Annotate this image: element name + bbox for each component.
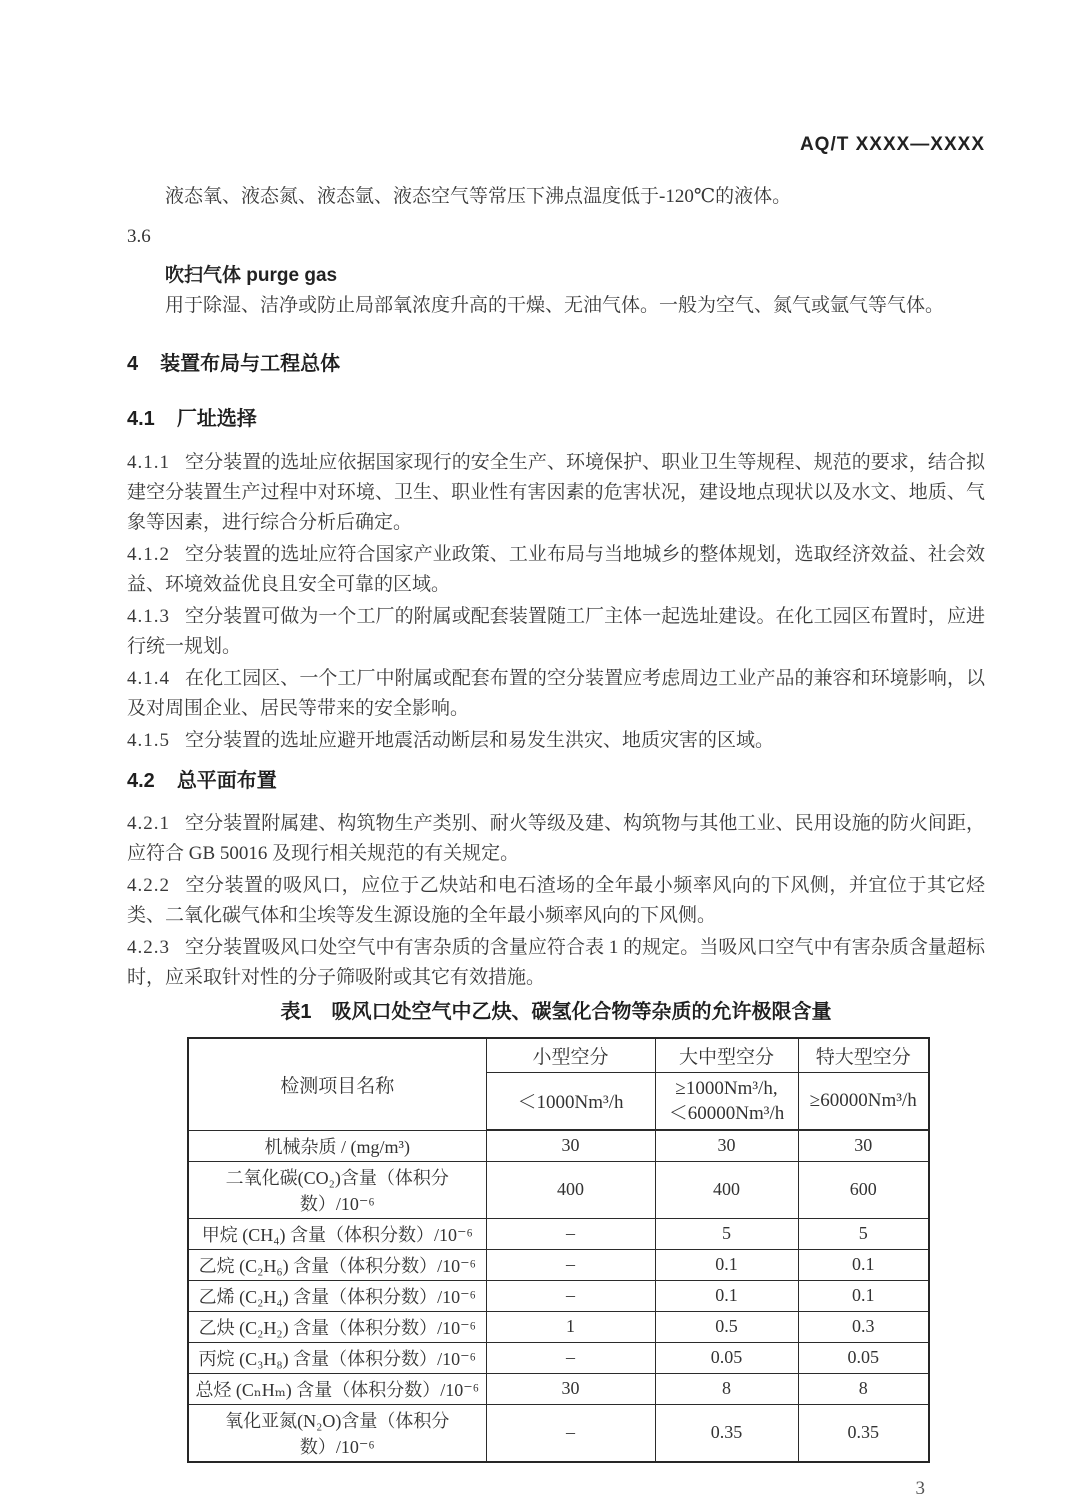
section-4-2-heading: [127, 766, 985, 796]
cell-value: 8: [655, 1373, 798, 1404]
intro-paragraph: 液态氧、液态氮、液态氩、液态空气等常压下沸点温度低于-120℃的液体。: [165, 186, 792, 207]
cell-value: –: [486, 1218, 655, 1249]
clause-text: 空分装置的吸风口，应位于乙炔站和电石渣场的全年最小频率风向的下风侧，并宜位于其它烃类、二氧化碳气体和尘埃等发生源设施的全年最小频率风向的下风侧。: [127, 875, 985, 926]
cell-value: 0.1: [655, 1280, 798, 1311]
row-label: 机械杂质 / (mg/m³): [188, 1130, 486, 1161]
capacity-line-1: ≥1000Nm³/h,: [675, 1077, 778, 1099]
clause-4-2-1: [127, 809, 985, 869]
cell-value: 0.05: [798, 1342, 929, 1373]
cell-value: 30: [655, 1130, 798, 1161]
table-header-row-1: [188, 1038, 929, 1072]
clause-number: 4.2.3: [127, 937, 170, 958]
clause-4-2-3: [127, 933, 985, 993]
cell-value: –: [486, 1249, 655, 1280]
cell-value: 0.35: [655, 1404, 798, 1462]
table-row: [188, 1249, 929, 1280]
cell-value: –: [486, 1280, 655, 1311]
cell-value: –: [486, 1404, 655, 1462]
cell-value: 30: [798, 1130, 929, 1161]
cell-value: 0.3: [798, 1311, 929, 1342]
table-row: [188, 1373, 929, 1404]
clause-4-1-4: [127, 664, 985, 724]
section-4-1-number: 4.1: [127, 408, 155, 430]
cell-value: 0.35: [798, 1404, 929, 1462]
row-label: 总烃 (CₙHₘ) 含量（体积分数）/10⁻⁶: [188, 1373, 486, 1404]
cell-value: 400: [655, 1161, 798, 1218]
cell-value: 0.05: [655, 1342, 798, 1373]
table1-caption: 表1 吸风口处空气中乙炔、碳氢化合物等杂质的允许极限含量: [280, 1001, 832, 1023]
clause-text: 在化工园区、一个工厂中附属或配套布置的空分装置应考虑周边工业产品的兼容和环境影响，以及对周围企业、居民等带来的安全影响。: [127, 668, 985, 719]
section-4-2-title: 总平面布置: [176, 770, 277, 792]
table-row: [188, 1218, 929, 1249]
clause-number: 4.2.2: [127, 875, 170, 896]
section-4-1-title: 厂址选择: [176, 408, 257, 430]
clause-number: 4.1.4: [127, 668, 170, 689]
header-size-xlarge: 特大型空分: [798, 1038, 929, 1072]
impurity-limits-table: [187, 1037, 930, 1463]
row-label: 乙炔 (C₂H₂) 含量（体积分数）/10⁻⁶: [188, 1311, 486, 1342]
cell-value: 5: [655, 1218, 798, 1249]
row-label: 乙烯 (C₂H₄) 含量（体积分数）/10⁻⁶: [188, 1280, 486, 1311]
clause-4-1-1: [127, 448, 985, 538]
header-item-name: 检测项目名称: [188, 1038, 486, 1130]
clause-4-1-5: [127, 726, 985, 756]
clause-number: 4.1.3: [127, 606, 170, 627]
section-4-1-heading: [127, 404, 985, 434]
row-label: 甲烷 (CH₄) 含量（体积分数）/10⁻⁶: [188, 1218, 486, 1249]
clause-4-1-2: [127, 540, 985, 600]
cell-value: 0.1: [655, 1249, 798, 1280]
cell-value: 8: [798, 1373, 929, 1404]
clause-number: 4.1.2: [127, 544, 170, 565]
doc-code: AQ/T XXXX—XXXX: [799, 134, 985, 155]
header-size-medium: 大中型空分: [655, 1038, 798, 1072]
cell-value: –: [486, 1342, 655, 1373]
section-4-2-number: 4.2: [127, 770, 155, 792]
page-number: 3: [915, 1477, 925, 1499]
header-capacity-small: ＜1000Nm³/h: [486, 1072, 655, 1130]
clause-text: 空分装置吸风口处空气中有害杂质的含量应符合表 1 的规定。当吸风口空气中有害杂质含量超标时，应采取针对性的分子筛吸附或其它有效措施。: [127, 937, 985, 988]
clause-4-1-3: [127, 602, 985, 662]
cell-value: 600: [798, 1161, 929, 1218]
header-capacity-xlarge: ≥60000Nm³/h: [798, 1072, 929, 1130]
cell-value: 30: [486, 1130, 655, 1161]
table-row: [188, 1311, 929, 1342]
row-label: 乙烷 (C₂H₆) 含量（体积分数）/10⁻⁶: [188, 1249, 486, 1280]
clause-text: 空分装置附属建、构筑物生产类别、耐火等级及建、构筑物与其他工业、民用设施的防火间距，应符合 GB 50016 及现行相关规范的有关规定。: [127, 813, 985, 864]
capacity-line-2: ＜60000Nm³/h: [668, 1102, 785, 1124]
table-row: [188, 1404, 929, 1462]
table-row: [188, 1130, 929, 1161]
doc-header: [127, 133, 985, 157]
clause-number: 4.1.1: [127, 452, 170, 473]
clause-text: 空分装置的选址应避开地震活动断层和易发生洪灾、地质灾害的区域。: [185, 730, 775, 751]
cell-value: 30: [486, 1373, 655, 1404]
table-row: [188, 1280, 929, 1311]
cell-value: 0.5: [655, 1311, 798, 1342]
cell-value: 400: [486, 1161, 655, 1218]
clause-4-2-2: [127, 871, 985, 931]
clause-text: 空分装置的选址应符合国家产业政策、工业布局与当地城乡的整体规划，选取经济效益、社会效益、环境效益优良且安全可靠的区域。: [127, 544, 985, 595]
clause-text: 空分装置可做为一个工厂的附属或配套装置随工厂主体一起选址建设。在化工园区布置时，应进行统一规划。: [127, 606, 985, 657]
term-definition: 用于除湿、洁净或防止局部氧浓度升高的干燥、无油气体。一般为空气、氮气或氩气等气体。: [165, 295, 945, 316]
cell-value: 0.1: [798, 1249, 929, 1280]
clause-number: 4.2.1: [127, 813, 170, 834]
table-row: [188, 1161, 929, 1218]
header-capacity-medium: [655, 1072, 798, 1130]
cell-value: 5: [798, 1218, 929, 1249]
term-name: 吹扫气体 purge gas: [165, 265, 338, 286]
cell-value: 1: [486, 1311, 655, 1342]
row-label: 氧化亚氮(N₂O)含量（体积分数）/10⁻⁶: [188, 1404, 486, 1462]
clause-text: 空分装置的选址应依据国家现行的安全生产、环境保护、职业卫生等规程、规范的要求，结合拟建空分装置生产过程中对环境、卫生、职业性有害因素的危害状况，建设地点现状以及水文、地质、气象等因素，进行综合分析后确定。: [127, 452, 985, 533]
clause-number: 4.1.5: [127, 730, 170, 751]
chapter-4-number: 4: [127, 353, 139, 375]
header-size-small: 小型空分: [486, 1038, 655, 1072]
table-row: [188, 1342, 929, 1373]
row-label: 二氧化碳(CO₂)含量（体积分数）/10⁻⁶: [188, 1161, 486, 1218]
chapter-4-title: 装置布局与工程总体: [160, 353, 341, 375]
cell-value: 0.1: [798, 1280, 929, 1311]
chapter-4-heading: [127, 349, 985, 379]
term-number: 3.6: [127, 226, 151, 247]
row-label: 丙烷 (C₃H₈) 含量（体积分数）/10⁻⁶: [188, 1342, 486, 1373]
